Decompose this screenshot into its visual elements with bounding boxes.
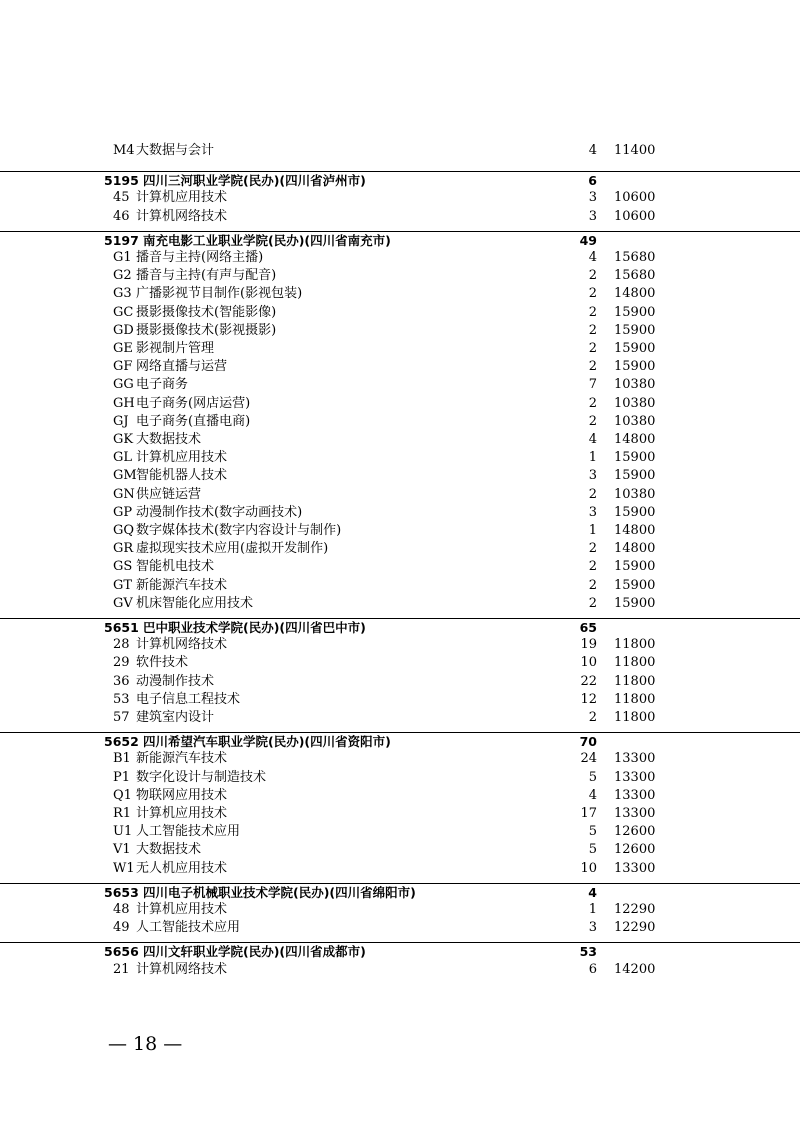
major-name: 智能机器人技术 bbox=[136, 468, 228, 484]
major-count: 5 bbox=[588, 769, 597, 785]
major-code: GR bbox=[113, 541, 134, 557]
major-code: GP bbox=[113, 504, 133, 520]
major-code: GV bbox=[113, 595, 133, 611]
major-code: U1 bbox=[113, 824, 133, 840]
major-row bbox=[0, 805, 800, 823]
page-number: — 18 — bbox=[108, 1033, 183, 1055]
major-code: GN bbox=[113, 486, 135, 502]
major-code: 45 bbox=[113, 190, 130, 206]
major-name: 电子商务(直播电商) bbox=[136, 413, 251, 429]
major-row bbox=[0, 431, 800, 449]
tuition-fee: 10380 bbox=[614, 486, 656, 502]
major-row bbox=[0, 376, 800, 394]
major-name: 网络直播与运营 bbox=[136, 359, 228, 375]
major-name: 电子信息工程技术 bbox=[136, 691, 241, 707]
major-name: 虚拟现实技术应用(虚拟开发制作) bbox=[136, 541, 329, 557]
tuition-fee: 15900 bbox=[614, 577, 656, 593]
major-name: 电子商务 bbox=[136, 377, 189, 393]
school-header-row bbox=[0, 231, 800, 250]
tuition-fee: 15900 bbox=[614, 341, 656, 356]
major-row bbox=[0, 558, 800, 576]
tuition-fee: 10380 bbox=[614, 413, 656, 429]
major-code: GG bbox=[113, 377, 134, 393]
tuition-fee: 15900 bbox=[614, 359, 656, 375]
major-count: 3 bbox=[588, 190, 597, 206]
major-code: G3 bbox=[113, 286, 132, 302]
major-count: 3 bbox=[588, 468, 597, 484]
tuition-fee: 12600 bbox=[614, 824, 656, 840]
tuition-fee: 11400 bbox=[614, 143, 656, 158]
major-count: 1 bbox=[588, 523, 597, 538]
major-name: 摄影摄像技术(影视摄影) bbox=[136, 322, 277, 338]
major-count: 2 bbox=[588, 541, 597, 557]
major-count: 2 bbox=[588, 595, 597, 611]
major-name: 大数据技术 bbox=[136, 842, 202, 858]
major-code: GT bbox=[113, 577, 133, 593]
major-count: 2 bbox=[588, 341, 597, 356]
tuition-fee: 14800 bbox=[614, 523, 656, 538]
tuition-fee: 11800 bbox=[614, 673, 656, 689]
major-count: 6 bbox=[588, 961, 597, 977]
major-count: 17 bbox=[580, 806, 597, 821]
major-row bbox=[0, 285, 800, 303]
major-count: 5 bbox=[588, 824, 597, 840]
major-code: R1 bbox=[113, 806, 132, 821]
school-code: 5652 bbox=[104, 734, 139, 750]
major-code: 36 bbox=[113, 673, 130, 689]
major-name: 计算机应用技术 bbox=[136, 450, 228, 466]
major-code: GK bbox=[113, 432, 134, 447]
major-code: GM bbox=[113, 468, 137, 484]
major-row bbox=[0, 540, 800, 558]
major-name: 计算机应用技术 bbox=[136, 902, 228, 917]
major-name: 新能源汽车技术 bbox=[136, 577, 228, 593]
major-count: 2 bbox=[588, 359, 597, 375]
major-row bbox=[0, 522, 800, 540]
tuition-fee: 12290 bbox=[614, 920, 656, 936]
tuition-fee: 13300 bbox=[614, 769, 656, 785]
school-code: 5197 bbox=[104, 232, 139, 248]
school-total-count: 53 bbox=[579, 944, 597, 960]
major-name: 广播影视节目制作(影视包装) bbox=[136, 286, 303, 302]
major-name: 建筑室内设计 bbox=[136, 710, 215, 725]
major-name: 播音与主持(网络主播) bbox=[136, 250, 264, 265]
major-count: 22 bbox=[580, 673, 597, 689]
major-code: G1 bbox=[113, 250, 132, 265]
major-name: 计算机网络技术 bbox=[136, 208, 228, 224]
major-count: 1 bbox=[588, 450, 597, 466]
school-header-row bbox=[0, 618, 800, 637]
tuition-fee: 11800 bbox=[614, 637, 656, 653]
major-code: 48 bbox=[113, 902, 130, 917]
tuition-fee: 10380 bbox=[614, 395, 656, 411]
major-count: 2 bbox=[588, 710, 597, 725]
major-name: 物联网应用技术 bbox=[136, 787, 228, 803]
major-row bbox=[0, 577, 800, 595]
major-row bbox=[0, 673, 800, 691]
major-code: W1 bbox=[113, 860, 135, 876]
major-code: GC bbox=[113, 304, 134, 320]
school-code: 5651 bbox=[104, 620, 139, 635]
major-name: 动漫制作技术 bbox=[136, 673, 215, 689]
major-row bbox=[0, 961, 800, 979]
major-count: 7 bbox=[588, 377, 597, 393]
school-total-count: 4 bbox=[588, 884, 597, 900]
major-row bbox=[0, 860, 800, 878]
major-name: 人工智能技术应用 bbox=[136, 920, 241, 936]
school-total-count: 70 bbox=[579, 734, 597, 750]
major-count: 2 bbox=[588, 577, 597, 593]
tuition-fee: 14800 bbox=[614, 286, 656, 302]
tuition-fee: 11800 bbox=[614, 710, 656, 725]
tuition-fee: 14800 bbox=[614, 432, 656, 447]
major-name: 计算机应用技术 bbox=[136, 190, 228, 206]
major-count: 2 bbox=[588, 304, 597, 320]
major-row bbox=[0, 249, 800, 267]
major-row bbox=[0, 691, 800, 709]
tuition-fee: 11800 bbox=[614, 655, 656, 671]
major-count: 4 bbox=[588, 250, 597, 265]
major-name: 播音与主持(有声与配音) bbox=[136, 268, 277, 284]
major-row bbox=[0, 467, 800, 485]
major-name: 计算机应用技术 bbox=[136, 806, 228, 821]
tuition-fee: 14800 bbox=[614, 541, 656, 557]
major-code: GE bbox=[113, 341, 133, 356]
major-count: 2 bbox=[588, 268, 597, 284]
major-row bbox=[0, 358, 800, 376]
major-code: 53 bbox=[113, 691, 130, 707]
tuition-fee: 15900 bbox=[614, 468, 656, 484]
major-row bbox=[0, 304, 800, 322]
school-name: 南充电影工业职业学院(民办)(四川省南充市) bbox=[143, 232, 391, 248]
major-name: 数字化设计与制造技术 bbox=[136, 769, 267, 785]
major-name: 软件技术 bbox=[136, 655, 189, 671]
major-row bbox=[0, 636, 800, 654]
major-row bbox=[0, 750, 800, 768]
major-name: 计算机网络技术 bbox=[136, 637, 228, 653]
school-name: 巴中职业技术学院(民办)(四川省巴中市) bbox=[143, 620, 366, 635]
tuition-fee: 12600 bbox=[614, 842, 656, 858]
tuition-fee: 13300 bbox=[614, 751, 656, 767]
major-row bbox=[0, 189, 800, 207]
major-code: 29 bbox=[113, 655, 130, 671]
major-row bbox=[0, 413, 800, 431]
major-code: 28 bbox=[113, 637, 130, 653]
major-row bbox=[0, 208, 800, 226]
school-total-count: 6 bbox=[588, 173, 597, 189]
major-row bbox=[0, 504, 800, 522]
major-code: GL bbox=[113, 450, 133, 466]
tuition-fee: 10600 bbox=[614, 208, 656, 224]
tuition-fee: 15900 bbox=[614, 559, 656, 575]
major-row bbox=[0, 841, 800, 859]
school-total-count: 65 bbox=[579, 620, 597, 635]
major-count: 2 bbox=[588, 413, 597, 429]
major-name: 人工智能技术应用 bbox=[136, 824, 241, 840]
major-count: 10 bbox=[580, 655, 597, 671]
major-code: GF bbox=[113, 359, 133, 375]
major-code: V1 bbox=[113, 842, 131, 858]
school-code: 5653 bbox=[104, 884, 139, 900]
major-name: 摄影摄像技术(智能影像) bbox=[136, 304, 277, 320]
major-row bbox=[0, 322, 800, 340]
major-name: 智能机电技术 bbox=[136, 559, 215, 575]
major-count: 4 bbox=[588, 787, 597, 803]
tuition-fee: 15900 bbox=[614, 595, 656, 611]
major-name: 新能源汽车技术 bbox=[136, 751, 228, 767]
major-count: 2 bbox=[588, 286, 597, 302]
school-header-row bbox=[0, 171, 800, 190]
major-name: 计算机网络技术 bbox=[136, 961, 228, 977]
major-name: 供应链运营 bbox=[136, 486, 202, 502]
major-count: 19 bbox=[580, 637, 597, 653]
major-row bbox=[0, 486, 800, 504]
school-code: 5656 bbox=[104, 944, 139, 960]
school-header-row bbox=[0, 942, 800, 961]
school-code: 5195 bbox=[104, 173, 139, 189]
major-row bbox=[0, 769, 800, 787]
major-code: GJ bbox=[113, 413, 129, 429]
major-count: 2 bbox=[588, 559, 597, 575]
major-name: 机床智能化应用技术 bbox=[136, 595, 254, 611]
tuition-fee: 15900 bbox=[614, 322, 656, 338]
tuition-fee: 13300 bbox=[614, 806, 656, 821]
tuition-fee: 11800 bbox=[614, 691, 656, 707]
major-code: Q1 bbox=[113, 787, 132, 803]
major-row bbox=[0, 395, 800, 413]
major-count: 10 bbox=[580, 860, 597, 876]
tuition-fee: 14200 bbox=[614, 961, 656, 977]
major-row bbox=[0, 654, 800, 672]
major-count: 3 bbox=[588, 208, 597, 224]
major-code: GS bbox=[113, 559, 133, 575]
major-name: 无人机应用技术 bbox=[136, 860, 228, 876]
major-code: 49 bbox=[113, 920, 130, 936]
school-name: 四川文轩职业学院(民办)(四川省成都市) bbox=[143, 944, 366, 960]
major-count: 2 bbox=[588, 322, 597, 338]
major-row bbox=[0, 449, 800, 467]
school-header-row bbox=[0, 732, 800, 751]
school-name: 四川三河职业学院(民办)(四川省泸州市) bbox=[143, 173, 366, 189]
tuition-fee: 15680 bbox=[614, 250, 656, 265]
major-row bbox=[0, 595, 800, 613]
major-code: GD bbox=[113, 322, 134, 338]
school-name: 四川电子机械职业技术学院(民办)(四川省绵阳市) bbox=[143, 884, 416, 900]
tuition-fee: 15900 bbox=[614, 304, 656, 320]
major-name: 动漫制作技术(数字动画技术) bbox=[136, 504, 303, 520]
tuition-fee: 15900 bbox=[614, 504, 656, 520]
major-count: 2 bbox=[588, 486, 597, 502]
tuition-fee: 15900 bbox=[614, 450, 656, 466]
major-row bbox=[0, 787, 800, 805]
major-name: 大数据技术 bbox=[136, 432, 202, 447]
major-count: 2 bbox=[588, 395, 597, 411]
school-name: 四川希望汽车职业学院(民办)(四川省资阳市) bbox=[143, 734, 391, 750]
major-count: 4 bbox=[588, 143, 597, 158]
major-name: 数字媒体技术(数字内容设计与制作) bbox=[136, 523, 342, 538]
major-row bbox=[0, 919, 800, 937]
major-row bbox=[0, 709, 800, 727]
tuition-fee: 15680 bbox=[614, 268, 656, 284]
tuition-fee: 10600 bbox=[614, 190, 656, 206]
major-name: 影视制片管理 bbox=[136, 341, 215, 356]
major-code: GQ bbox=[113, 523, 135, 538]
major-code: 46 bbox=[113, 208, 130, 224]
major-code: G2 bbox=[113, 268, 132, 284]
major-row bbox=[0, 142, 800, 160]
major-code: GH bbox=[113, 395, 135, 411]
major-count: 3 bbox=[588, 920, 597, 936]
tuition-fee: 12290 bbox=[614, 902, 656, 917]
major-code: 57 bbox=[113, 710, 130, 725]
major-count: 3 bbox=[588, 504, 597, 520]
major-count: 1 bbox=[588, 902, 597, 917]
major-row bbox=[0, 823, 800, 841]
school-total-count: 49 bbox=[579, 232, 597, 248]
major-count: 5 bbox=[588, 842, 597, 858]
major-code: B1 bbox=[113, 751, 131, 767]
major-row bbox=[0, 267, 800, 285]
major-count: 24 bbox=[580, 751, 597, 767]
major-code: P1 bbox=[113, 769, 131, 785]
major-count: 12 bbox=[580, 691, 597, 707]
major-row bbox=[0, 901, 800, 919]
tuition-fee: 10380 bbox=[614, 377, 656, 393]
major-code: M4 bbox=[113, 143, 135, 158]
major-count: 4 bbox=[588, 432, 597, 447]
tuition-fee: 13300 bbox=[614, 787, 656, 803]
major-code: 21 bbox=[113, 961, 130, 977]
school-header-row bbox=[0, 883, 800, 902]
major-name: 电子商务(网店运营) bbox=[136, 395, 251, 411]
major-row bbox=[0, 340, 800, 358]
major-name: 大数据与会计 bbox=[136, 143, 215, 158]
tuition-fee: 13300 bbox=[614, 860, 656, 876]
